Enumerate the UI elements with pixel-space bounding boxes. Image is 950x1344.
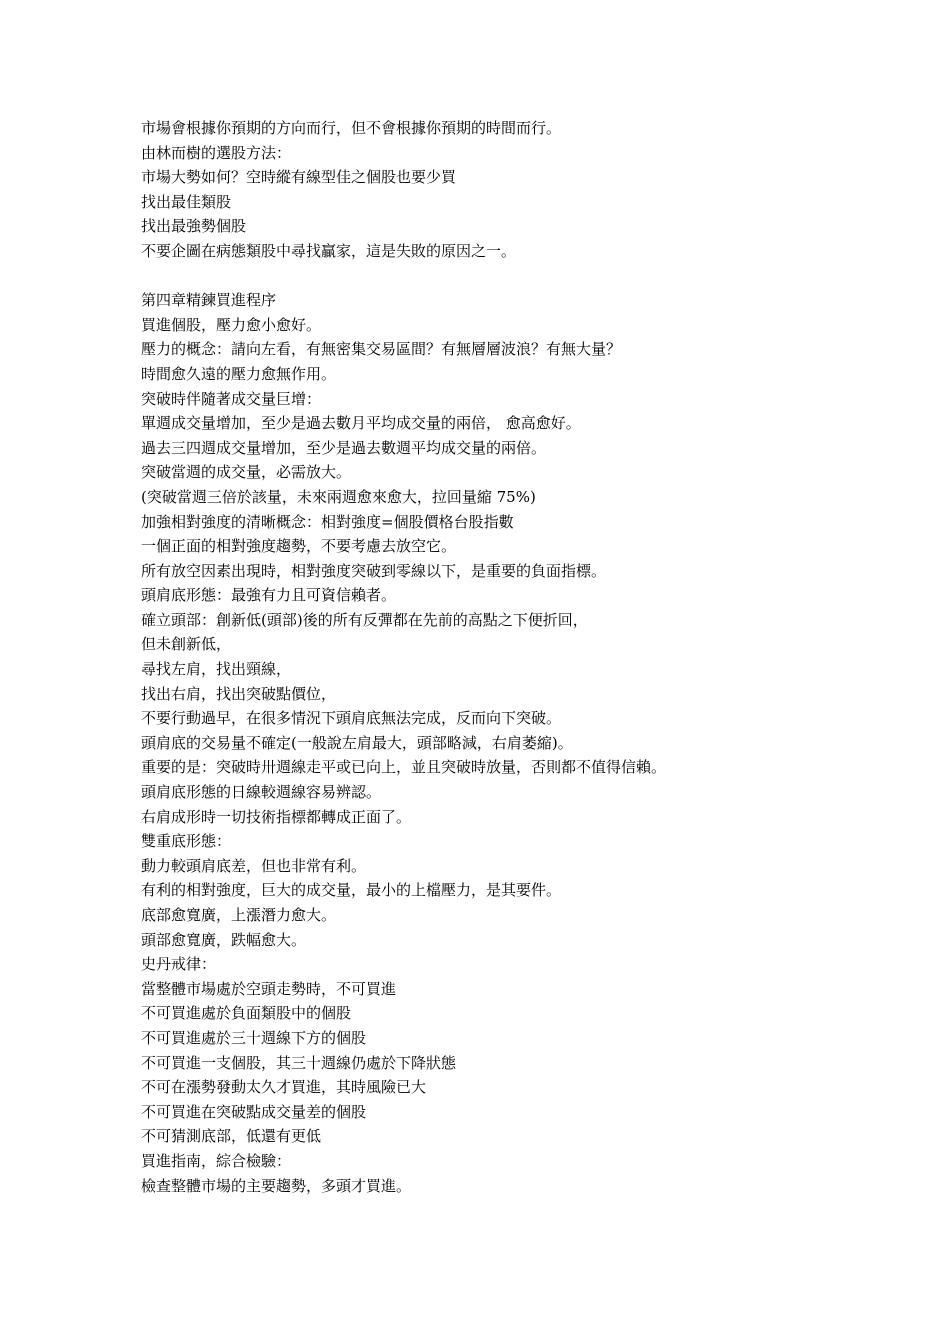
text-line: 不要行動過早，在很多情況下頭肩底無法完成，反而向下突破。 [141,709,562,728]
text-line: 不可買進處於負面類股中的個股 [141,1004,352,1023]
text-line: 當整體市場處於空頭走勢時，不可買進 [141,979,397,998]
text-line: 突破時伴隨著成交量巨增： [141,389,322,408]
text-line: 不可在漲勢發動太久才買進，其時風險已大 [141,1078,427,1097]
text-line: 買進個股，壓力愈小愈好。 [141,315,322,334]
text-line: 確立頭部：創新低(頭部)後的所有反彈都在先前的高點之下便折回， [141,610,588,629]
text-line: 市場會根據你預期的方向而行，但不會根據你預期的時間而行。 [141,119,562,137]
document-body [141,116,921,1198]
text-line: 不可買進在突破點成交量差的個股 [141,1102,367,1121]
text-line: 由林而樹的選股方法： [141,143,292,162]
text-line: 市場大勢如何？空時縱有線型佳之個股也要少買 [141,168,457,187]
text-line: 找出右肩，找出突破點價位， [141,684,337,703]
text-line: 但未創新低， [141,635,232,654]
text-line: 所有放空因素出現時，相對強度突破到零線以下，是重要的負面指標。 [141,561,607,580]
text-line: 買進指南，綜合檢驗： [141,1151,292,1170]
text-line: 底部愈寬廣，上漲潛力愈大。 [141,906,337,924]
text-line: 找出最佳類股 [141,192,232,211]
text-line: 壓力的概念：請向左看，有無密集交易區間？有無層層波浪？有無大量？ [141,340,622,359]
text-line: 頭肩底形態：最強有力且可資信賴者。 [141,586,397,605]
text-line: 加強相對強度的清晰概念：相對強度=個股價格台股指數 [141,512,514,531]
text-line: 時間愈久遠的壓力愈無作用。 [141,364,337,383]
text-line: 一個正面的相對強度趨勢，不要考慮去放空它。 [141,537,457,556]
text-line: 不要企圖在病態類股中尋找贏家，這是失敗的原因之一。 [141,241,517,260]
text-line: 找出最強勢個股 [141,217,247,236]
text-line: 過去三四週成交量增加，至少是過去數週平均成交量的兩倍。 [141,438,547,457]
text-line: 不可買進一支個股，其三十週線仍處於下降狀態 [141,1053,457,1072]
text-line: 動力較頭肩底差，但也非常有利。 [141,856,367,875]
text-line: 頭肩底形態的日線較週線容易辨認。 [141,783,382,802]
text-line: 有利的相對強度，巨大的成交量，最小的上檔壓力，是其要件。 [141,881,562,900]
text-line: 史丹戒律： [141,955,217,974]
text-line: 雙重底形態： [141,832,232,851]
text-line: 重要的是：突破時卅週線走平或已向上，並且突破時放量，否則都不值得信賴。 [141,758,667,777]
text-line: 單週成交量增加，至少是過去數月平均成交量的兩倍， 愈高愈好。 [141,414,581,433]
text-line: (突破當週三倍於該量，未來兩週愈來愈大，拉回量縮 75%) [141,487,536,506]
blank-line [141,264,921,289]
text-line: 不可買進處於三十週線下方的個股 [141,1028,367,1047]
text-line: 檢查整體市場的主要趨勢，多頭才買進。 [141,1176,412,1195]
text-line: 頭肩底的交易量不確定(一般說左肩最大，頭部略減，右肩萎縮)。 [141,733,573,752]
text-line: 突破當週的成交量，必需放大。 [141,463,352,482]
text-line: 頭部愈寬廣，跌幅愈大。 [141,930,307,949]
text-line: 尋找左肩，找出頸線， [141,660,292,679]
text-line: 不可猜測底部，低還有更低 [141,1127,322,1146]
text-line: 右肩成形時一切技術指標都轉成正面了。 [141,807,412,826]
chapter-heading: 第四章精鍊買進程序 [141,291,277,310]
